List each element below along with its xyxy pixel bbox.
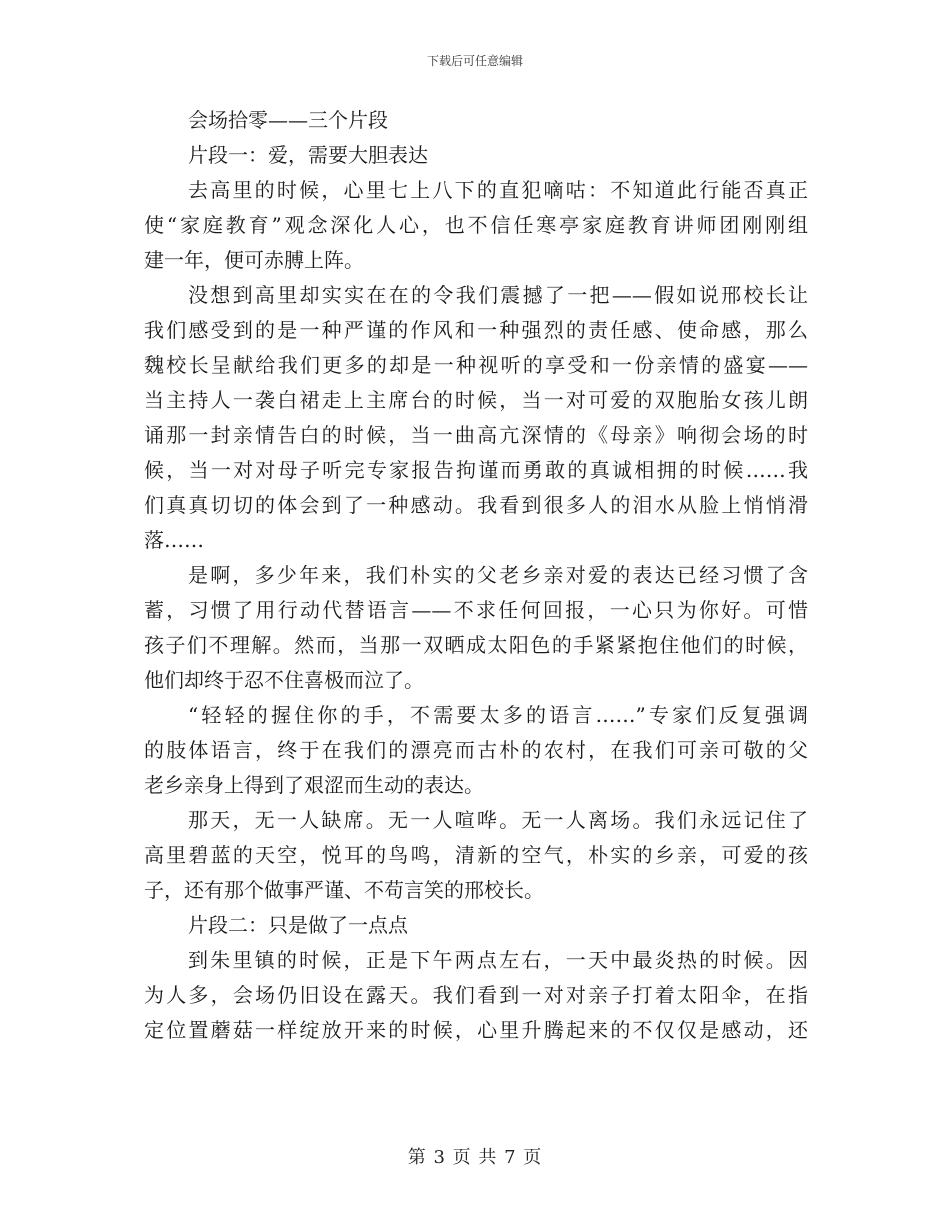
paragraph-line: 落……: [144, 528, 204, 552]
paragraph-line: 那天，无一人缺席。无一人喧哗。无一人离场。我们永远记住了: [188, 808, 808, 832]
paragraph: [144, 943, 808, 1048]
paragraph-line: 他们却终于忍不住喜极而泣了。: [144, 668, 424, 692]
paragraph: [144, 558, 808, 698]
paragraph-line: 诵那一封亲情告白的时候，当一曲高亢深情的《母亲》响彻会场的时: [144, 423, 808, 447]
paragraph-line: 没想到高里却实实在在的令我们震撼了一把——假如说邢校长让: [188, 283, 808, 307]
paragraph-line: 候，当一对对母子听完专家报告拘谨而勇敢的真诚相拥的时候……我: [144, 458, 808, 482]
paragraph: [144, 278, 808, 558]
paragraph-line: 老乡亲身上得到了艰涩而生动的表达。: [144, 773, 484, 797]
paragraph-line: 使“家庭教育”观念深化人心，也不信任寒亭家庭教育讲师团刚刚组: [144, 213, 808, 237]
paragraph-line: 我们感受到的是一种严谨的作风和一种强烈的责任感、使命感，那么: [144, 318, 808, 342]
paragraph-line: 当主持人一袭白裙走上主席台的时候，当一对可爱的双胞胎女孩儿朗: [144, 388, 808, 412]
paragraph-line: 孩子们不理解。然而，当那一双晒成太阳色的手紧紧抱住他们的时候，: [144, 633, 808, 657]
paragraph-line: 蓄，习惯了用行动代替语言——不求任何回报，一心只为你好。可惜: [144, 598, 808, 622]
page-header: 下载后可任意编辑: [426, 54, 523, 68]
section-1-heading: 片段一：爱，需要大胆表达: [188, 143, 428, 167]
paragraph-line: 子，还有那个做事严谨、不苟言笑的邢校长。: [144, 878, 544, 902]
paragraph-line: 建一年，便可赤膊上阵。: [144, 248, 364, 272]
paragraph-line: 去高里的时候，心里七上八下的直犯嘀咕：不知道此行能否真正: [188, 178, 808, 202]
paragraph-line: 为人多，会场仍旧设在露天。我们看到一对对亲子打着太阳伞，在指: [144, 983, 808, 1007]
paragraph-line: 魏校长呈献给我们更多的却是一种视听的享受和一份亲情的盛宴——: [144, 353, 808, 377]
paragraph-line: 高里碧蓝的天空，悦耳的鸟鸣，清新的空气，朴实的乡亲，可爱的孩: [144, 843, 808, 867]
paragraph-line: 是啊，多少年来，我们朴实的父老乡亲对爱的表达已经习惯了含: [188, 563, 808, 587]
paragraph: [144, 803, 808, 908]
paragraph: [144, 173, 808, 278]
document-body: [144, 103, 808, 1048]
page-footer: 第 3 页 共 7 页: [407, 1147, 543, 1168]
paragraph: [144, 698, 808, 803]
document-title: 会场拾零——三个片段: [188, 108, 388, 132]
paragraph-line: “轻轻的握住你的手，不需要太多的语言……”专家们反复强调: [188, 703, 808, 727]
paragraph-line: 定位置蘑菇一样绽放开来的时候，心里升腾起来的不仅仅是感动，还: [144, 1018, 808, 1042]
paragraph-line: 到朱里镇的时候，正是下午两点左右，一天中最炎热的时候。因: [188, 948, 808, 972]
section-2-heading: 片段二：只是做了一点点: [188, 913, 408, 937]
paragraph-line: 们真真切切的体会到了一种感动。我看到很多人的泪水从脸上悄悄滑: [144, 493, 808, 517]
paragraph-line: 的肢体语言，终于在我们的漂亮而古朴的农村，在我们可亲可敬的父: [144, 738, 808, 762]
